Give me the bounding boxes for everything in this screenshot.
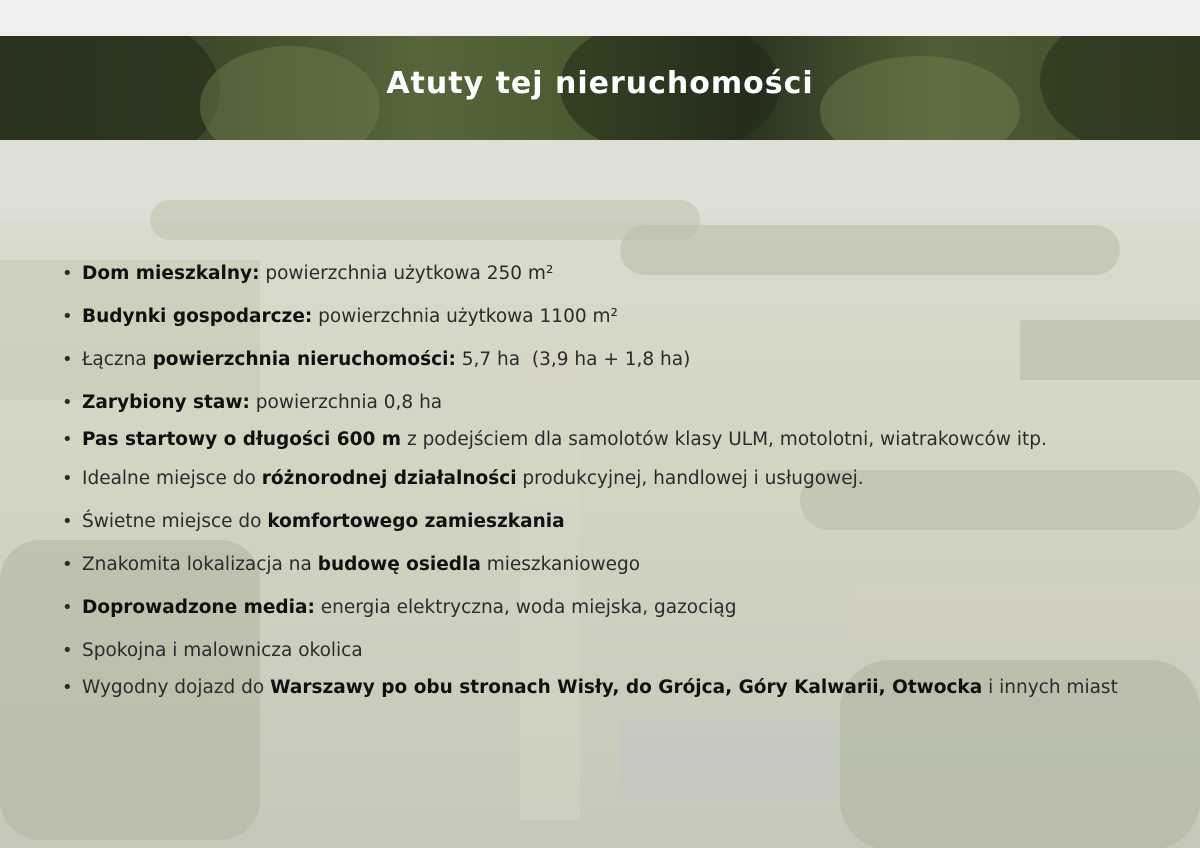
feature-item: • Znakomita lokalizacja na budowę osiedla mieszkaniowego <box>62 553 1172 577</box>
feature-item: • Pas startowy o długości 600 m z podejściem dla samolotów klasy ULM, motolotni, wiatrakowców itp. <box>62 428 1172 452</box>
feature-item: • Budynki gospodarcze: powierzchnia użytkowa 1100 m² <box>62 305 1172 329</box>
feature-item: • Idealne miejsce do różnorodnej działalności produkcyjnej, handlowej i usługowej. <box>62 467 1172 491</box>
feature-item: • Wygodny dojazd do Warszawy po obu stronach Wisły, do Grójca, Góry Kalwarii, Otwocka i innych miast <box>62 676 1172 700</box>
feature-item: • Świetne miejsce do komfortowego zamieszkania <box>62 510 1172 534</box>
page-title: Atuty tej nieruchomości <box>386 66 814 101</box>
header-banner <box>0 36 1200 140</box>
top-margin <box>0 0 1200 36</box>
feature-item: • Spokojna i malownicza okolica <box>62 639 1172 663</box>
feature-item: • Dom mieszkalny: powierzchnia użytkowa 250 m² <box>62 262 1172 286</box>
feature-item: • Doprowadzone media: energia elektryczna, woda miejska, gazociąg <box>62 596 1172 620</box>
feature-item: • Zarybiony staw: powierzchnia 0,8 ha <box>62 391 1172 415</box>
features-list <box>62 250 1172 700</box>
feature-item: • Łączna powierzchnia nieruchomości: 5,7 ha (3,9 ha + 1,8 ha) <box>62 348 1172 372</box>
